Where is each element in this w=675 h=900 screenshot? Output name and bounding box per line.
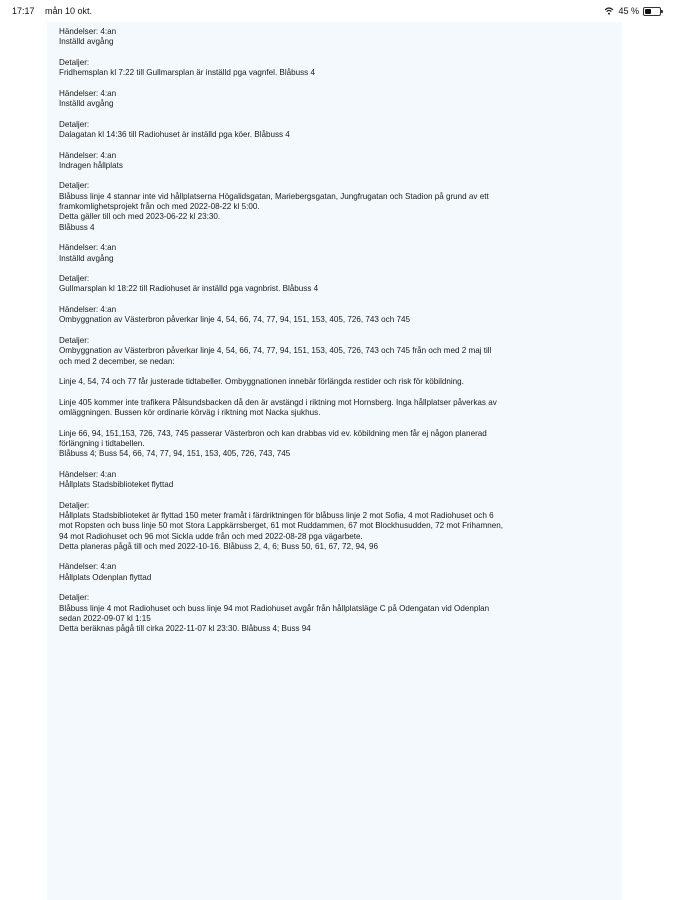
details-line: sedan 2022-09-07 kl 1:15	[59, 613, 151, 623]
status-bar	[0, 0, 675, 22]
details-line: Ombyggnation av Västerbron påverkar linje 4, 54, 66, 74, 77, 94, 151, 153, 405, 726, 743 och 745 från och med 2 maj till	[59, 346, 492, 356]
spacer	[59, 171, 614, 181]
details-label: Detaljer:	[59, 274, 90, 284]
event-title: Ombyggnation av Västerbron påverkar linje 4, 54, 66, 74, 77, 94, 151, 153, 405, 726, 743 och 745	[59, 315, 410, 325]
details-line: Linje 66, 94, 151,153, 726, 743, 745 passerar Västerbron och kan drabbas vid ev. köbildning men får ej någon planerad	[59, 428, 487, 438]
event-type: Händelser: 4:an	[59, 469, 117, 479]
details-line: framkomlighetsprojekt från och med 2022-08-22 kl 5:00.	[59, 202, 260, 212]
battery-level	[645, 9, 651, 14]
details-label: Detaljer:	[59, 181, 90, 191]
details-label: Detaljer:	[59, 593, 90, 603]
details-line: Dalagatan kl 14:36 till Radiohuset är inställd pga köer. Blåbuss 4	[59, 129, 290, 139]
details-label: Detaljer:	[59, 335, 90, 345]
event-title: Inställd avgång	[59, 37, 114, 47]
wifi-icon	[604, 7, 614, 15]
event-title: Inställd avgång	[59, 253, 114, 263]
event-type: Händelser: 4:an	[59, 243, 117, 253]
spacer	[59, 583, 614, 593]
status-date: mån 10 okt.	[45, 6, 93, 16]
battery-icon	[643, 7, 661, 16]
spacer	[59, 326, 614, 336]
battery-percent: 45 %	[618, 6, 639, 16]
details-line: Linje 405 kommer inte trafikera Pålsundsbacken då den är avstängd i riktning mot Hornsberg. Inga hållplatser påverkas av	[59, 397, 497, 407]
details-label: Detaljer:	[59, 500, 90, 510]
details-line: och med 2 december, se nedan:	[59, 356, 175, 366]
details-line	[59, 418, 614, 428]
spacer	[59, 264, 614, 274]
details-line: Blåbuss 4; Buss 54, 66, 74, 77, 94, 151, 153, 405, 726, 743, 745	[59, 449, 291, 459]
event-entry	[59, 470, 614, 552]
event-type: Händelser: 4:an	[59, 88, 117, 98]
details-label: Detaljer:	[59, 119, 90, 129]
event-entry	[59, 89, 614, 140]
details-line: Gullmarsplan kl 18:22 till Radiohuset är inställd pga vagnbrist. Blåbuss 4	[59, 284, 319, 294]
details-line: Detta beräknas pågå till cirka 2022-11-07 kl 23:30. Blåbuss 4; Buss 94	[59, 624, 311, 634]
event-entry	[59, 243, 614, 294]
details-line: Blåbuss linje 4 stannar inte vid hållplatserna Högalidsgatan, Mariebergsgatan, Jungfrugatan och Stadion på grund av ett	[59, 191, 489, 201]
status-right	[604, 6, 661, 16]
details-line: mot Ropsten och buss linje 50 mot Stora Lappkärrsberget, 61 mot Ruddammen, 67 mot Blockhusudden, 72 mot Frihamnen,	[59, 521, 504, 531]
event-type: Händelser: 4:an	[59, 562, 117, 572]
spacer	[59, 48, 614, 58]
details-line: förlängning i tidtabellen.	[59, 438, 145, 448]
events-list	[59, 27, 614, 645]
details-line: Blåbuss linje 4 mot Radiohuset och buss linje 94 mot Radiohuset avgår från hållplatsläge C på Odengatan vid Odenplan	[59, 603, 490, 613]
event-title: Indragen hållplats	[59, 160, 123, 170]
details-label: Detaljer:	[59, 57, 90, 67]
event-type: Händelser: 4:an	[59, 27, 117, 36]
details-line: Detta gäller till och med 2023-06-22 kl 23:30.	[59, 212, 221, 222]
details-line: Fridhemsplan kl 7:22 till Gullmarsplan är inställd pga vagnfel. Blåbuss 4	[59, 68, 315, 78]
details-line	[59, 367, 614, 377]
event-entry	[59, 27, 614, 78]
spacer	[59, 109, 614, 119]
details-line: Blåbuss 4	[59, 222, 95, 232]
details-line: 94 mot Radiohuset och 96 mot Sickla udde från och med 2022-08-28 pga vägarbete.	[59, 531, 363, 541]
details-line: omläggningen. Bussen kör ordinarie körväg i riktning mot Nacka sjukhus.	[59, 407, 321, 417]
spacer	[59, 490, 614, 500]
event-entry	[59, 562, 614, 634]
details-line: Hållplats Stadsbiblioteket är flyttad 150 meter framåt i färdriktningen för blåbuss linje 2 mot Sofia, 4 mot Radiohuset och 6	[59, 510, 494, 520]
event-type: Händelser: 4:an	[59, 305, 117, 315]
event-title: Hållplats Odenplan flyttad	[59, 572, 152, 582]
event-title: Hållplats Stadsbiblioteket flyttad	[59, 480, 174, 490]
details-line: Linje 4, 54, 74 och 77 får justerade tidtabeller. Ombyggnationen innebär förlängda restider och risk för köbildning.	[59, 377, 464, 387]
details-line: Detta planeras pågå till och med 2022-10-16. Blåbuss 2, 4, 6; Buss 50, 61, 67, 72, 94, 96	[59, 541, 379, 551]
details-line	[59, 387, 614, 397]
status-time: 17:17	[12, 6, 35, 16]
event-type: Händelser: 4:an	[59, 150, 117, 160]
event-title: Inställd avgång	[59, 99, 114, 109]
event-entry	[59, 305, 614, 459]
event-entry	[59, 151, 614, 233]
